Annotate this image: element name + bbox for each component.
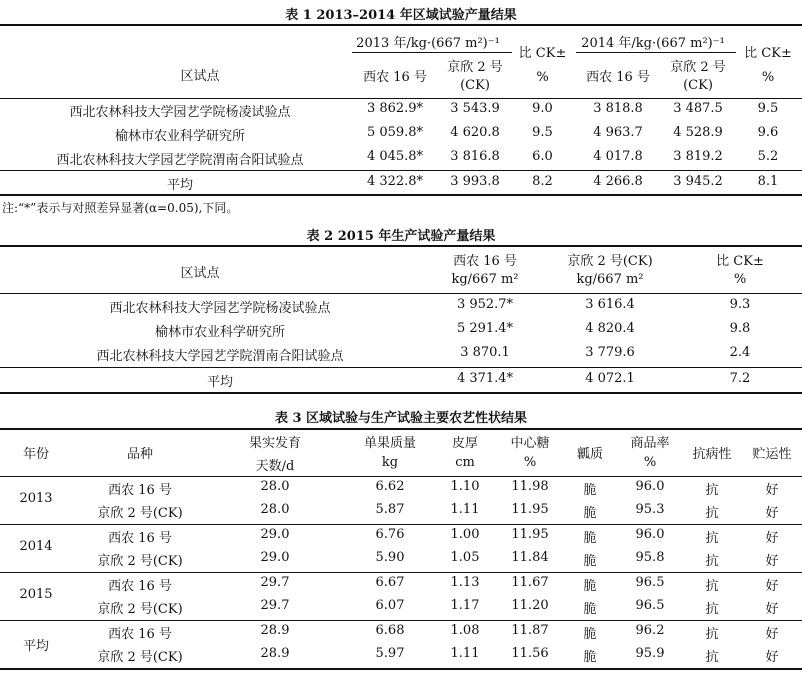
table3-cell: 96.5 <box>635 598 665 613</box>
table2-cell: 5 291.4* <box>456 321 514 336</box>
table3-cell: 11.87 <box>511 623 549 638</box>
table3-cell: 28.9 <box>260 646 290 661</box>
table3-cell: 6.76 <box>375 527 405 542</box>
table3-group-rule <box>0 524 802 525</box>
table1-cell: 4 322.8* <box>366 174 424 189</box>
table3-cell: 1.08 <box>450 623 480 638</box>
table2-h-ratio-unit: % <box>733 272 747 287</box>
table1-cell: 5 059.8* <box>366 125 424 140</box>
table3-h-year: 年份 <box>22 447 49 462</box>
table1-cell: 9.0 <box>532 101 553 116</box>
table3-cell: 抗 <box>705 627 719 642</box>
table2-cell: 2.4 <box>729 345 751 360</box>
table3-cell: 脆 <box>583 531 597 546</box>
table3-cell: 1.13 <box>450 575 480 590</box>
table1-cell: 9.6 <box>757 125 779 140</box>
table3-cell: 抗 <box>705 554 719 569</box>
table3-cell: 脆 <box>583 602 597 617</box>
table3-cell: 脆 <box>583 506 597 521</box>
table3-cell: 5.97 <box>375 646 405 661</box>
table1-group-2013: 2013 年/kg·(667 m²)⁻¹ <box>356 36 500 51</box>
table2-site: 榆林市农业科学研究所 <box>154 325 285 340</box>
table2-cell: 4 072.1 <box>585 371 635 386</box>
table3-cell: 好 <box>765 602 779 617</box>
table3-year: 2015 <box>19 587 53 602</box>
table3-group-rule <box>0 572 802 573</box>
table1-ratio-2013: 比 CK± <box>518 46 567 61</box>
table2-header-rule <box>0 293 802 294</box>
table3-cell: 脆 <box>583 627 597 642</box>
table2-bottom-rule <box>0 392 802 394</box>
table3-h-rind: 皮厚 <box>451 436 478 451</box>
table3-cell: 好 <box>765 506 779 521</box>
table3-h-mass-unit: kg <box>381 455 399 470</box>
table3-cell: 脆 <box>583 554 597 569</box>
table3-h-sugar: 中心糖 <box>510 436 550 451</box>
table3-variety: 京欣 2 号(CK) <box>97 506 183 521</box>
table3-cell: 6.67 <box>375 575 405 590</box>
table2-cell: 9.3 <box>729 297 751 312</box>
table1-cell: 4 528.9 <box>673 125 723 140</box>
table3-cell: 96.2 <box>635 623 665 638</box>
table3-group-rule <box>0 620 802 621</box>
table1-ratio-unit-2013: % <box>536 70 549 85</box>
table2-site: 西北农林科技大学园艺学院渭南合阳试验点 <box>96 349 344 364</box>
table3-cell: 6.68 <box>375 623 405 638</box>
table2-cell: 9.8 <box>729 321 751 336</box>
table3-cell: 抗 <box>705 579 719 594</box>
table1-cell: 3 945.2 <box>673 174 723 189</box>
table2-h-jingxin: 京欣 2 号(CK) <box>567 254 653 269</box>
table3-caption: 表 3 区域试验与生产试验主要农艺性状结果 <box>274 411 528 426</box>
table3-cell: 29.7 <box>260 575 290 590</box>
table3-cell: 29.0 <box>260 527 290 542</box>
table3-cell: 29.7 <box>260 598 290 613</box>
table3-cell: 好 <box>765 627 779 642</box>
table3-cell: 96.0 <box>635 527 665 542</box>
table3-cell: 1.11 <box>450 646 480 661</box>
table3-cell: 11.20 <box>511 598 549 613</box>
table3-h-dev: 果实发育 <box>248 436 301 451</box>
table3-bottom-rule <box>0 668 802 670</box>
table1-cell: 9.5 <box>532 125 553 140</box>
table3-cell: 6.62 <box>375 479 405 494</box>
table2-site-header: 区试点 <box>180 266 220 281</box>
table3-cell: 脆 <box>583 483 597 498</box>
table2-cell: 3 952.7* <box>456 297 514 312</box>
table1-sub-xinong-2013: 西农 16 号 <box>363 70 427 85</box>
table1-group-2013-rule <box>352 52 512 53</box>
table3-cell: 好 <box>765 650 779 665</box>
table3-variety: 西农 16 号 <box>108 483 172 498</box>
table2-cell: 4 820.4 <box>585 321 635 336</box>
table3-cell: 1.00 <box>450 527 480 542</box>
table1-average-rule <box>0 170 802 171</box>
table3-variety: 西农 16 号 <box>108 627 172 642</box>
table3-cell: 11.84 <box>511 550 549 565</box>
table1-cell: 3 543.9 <box>450 101 500 116</box>
table2-cell: 3 616.4 <box>585 297 635 312</box>
table3-cell: 1.11 <box>450 502 480 517</box>
table1-top-rule <box>0 24 802 26</box>
table3-cell: 96.5 <box>635 575 665 590</box>
table3-cell: 11.56 <box>511 646 549 661</box>
table1-ratio-2014: 比 CK± <box>744 46 792 61</box>
table1-site: 西北农林科技大学园艺学院渭南合阳试验点 <box>56 153 304 168</box>
table3-cell: 11.98 <box>511 479 549 494</box>
table3-year: 2014 <box>19 539 53 554</box>
table1-cell: 8.2 <box>532 174 553 189</box>
table3-cell: 95.8 <box>635 550 665 565</box>
table3-cell: 1.10 <box>450 479 480 494</box>
table1-sub-ck-2013: (CK) <box>460 78 490 93</box>
table3-cell: 1.05 <box>450 550 480 565</box>
table3-cell: 11.67 <box>511 575 549 590</box>
table3-cell: 11.95 <box>511 527 549 542</box>
table3-cell: 5.87 <box>375 502 405 517</box>
table2-top-rule <box>0 245 802 247</box>
table3-cell: 抗 <box>705 506 719 521</box>
table1-cell: 3 487.5 <box>673 101 723 116</box>
table2-caption: 表 2 2015 年生产试验产量结果 <box>306 229 496 244</box>
table3-cell: 96.0 <box>635 479 665 494</box>
table3-h-disease: 抗病性 <box>692 447 732 462</box>
table1-cell: 8.1 <box>757 174 779 189</box>
table2-h-ratio: 比 CK± <box>716 254 764 269</box>
table3-cell: 好 <box>765 531 779 546</box>
table3-h-sugar-unit: % <box>523 455 537 470</box>
table1-cell: 4 045.8* <box>366 149 424 164</box>
table3-cell: 抗 <box>705 531 719 546</box>
table3-h-market: 商品率 <box>630 436 670 451</box>
table3-cell: 28.0 <box>260 502 290 517</box>
table3-cell: 脆 <box>583 650 597 665</box>
table1-sub-jingxin-2013: 京欣 2 号 <box>447 60 503 75</box>
table2-cell: 3 870.1 <box>460 345 510 360</box>
table1-cell: 5.2 <box>757 149 779 164</box>
table1-sub-xinong-2014: 西农 16 号 <box>586 70 650 85</box>
table2-site: 西北农林科技大学园艺学院杨凌试验点 <box>109 301 331 316</box>
table1-cell: 3 816.8 <box>450 149 500 164</box>
table2-site: 平均 <box>206 375 233 390</box>
table2-cell: 4 371.4* <box>456 371 514 386</box>
table3-cell: 脆 <box>583 579 597 594</box>
table1-site: 西北农林科技大学园艺学院杨凌试验点 <box>69 105 291 120</box>
table3-cell: 好 <box>765 554 779 569</box>
table3-cell: 5.90 <box>375 550 405 565</box>
table3-h-variety: 品种 <box>126 447 153 462</box>
table3-cell: 1.17 <box>450 598 480 613</box>
table3-cell: 95.3 <box>635 502 665 517</box>
table1-sub-ck-2014: (CK) <box>683 78 713 93</box>
table1-header-rule <box>0 98 802 99</box>
table3-cell: 好 <box>765 483 779 498</box>
table2-cell: 7.2 <box>729 371 751 386</box>
table1-caption: 表 1 2013–2014 年区域试验产量结果 <box>285 8 517 23</box>
table2-h-xinong: 西农 16 号 <box>453 254 517 269</box>
table3-h-mass: 单果质量 <box>363 436 416 451</box>
table1-cell: 6.0 <box>532 149 553 164</box>
table3-variety: 京欣 2 号(CK) <box>97 554 183 569</box>
table3-cell: 95.9 <box>635 646 665 661</box>
table3-h-rind-unit: cm <box>455 455 475 470</box>
table1-site-header: 区试点 <box>180 69 220 84</box>
table3-cell: 6.07 <box>375 598 405 613</box>
table3-variety: 西农 16 号 <box>108 579 172 594</box>
table3-cell: 29.0 <box>260 550 290 565</box>
table1-site: 平均 <box>166 178 193 193</box>
table3-cell: 抗 <box>705 650 719 665</box>
table3-h-market-unit: % <box>643 455 657 470</box>
table1-site: 榆林市农业科学研究所 <box>114 129 245 144</box>
table1-group-2014-rule <box>576 52 736 53</box>
table1-cell: 3 993.8 <box>450 174 500 189</box>
table1-bottom-rule <box>0 194 802 196</box>
table3-cell: 28.0 <box>260 479 290 494</box>
table2-h-jingxin-unit: kg/667 m² <box>576 272 644 287</box>
table3-cell: 好 <box>765 579 779 594</box>
table3-cell: 抗 <box>705 602 719 617</box>
table3-variety: 西农 16 号 <box>108 531 172 546</box>
table3-year: 平均 <box>22 639 49 654</box>
table1-cell: 3 818.8 <box>593 101 643 116</box>
table1-cell: 9.5 <box>757 101 779 116</box>
table1-ratio-unit-2014: % <box>761 70 775 85</box>
table3-variety: 京欣 2 号(CK) <box>97 650 183 665</box>
table3-cell: 抗 <box>705 483 719 498</box>
table3-cell: 11.95 <box>511 502 549 517</box>
table1-cell: 3 862.9* <box>366 101 424 116</box>
table1-cell: 4 963.7 <box>593 125 643 140</box>
table1-note: 注:“*”表示与对照差异显著(α=0.05),下同。 <box>2 201 239 215</box>
table3-year: 2013 <box>19 491 53 506</box>
table1-cell: 4 620.8 <box>450 125 500 140</box>
table1-cell: 3 819.2 <box>673 149 723 164</box>
table1-sub-jingxin-2014: 京欣 2 号 <box>670 60 726 75</box>
table2-h-xinong-unit: kg/667 m² <box>451 272 519 287</box>
table3-top-rule <box>0 428 802 430</box>
table1-group-2014: 2014 年/kg·(667 m²)⁻¹ <box>581 36 725 51</box>
table3-header-rule <box>0 476 802 477</box>
table3-h-flesh: 瓤质 <box>576 447 603 462</box>
table2-cell: 3 779.6 <box>585 345 635 360</box>
table3-variety: 京欣 2 号(CK) <box>97 602 183 617</box>
table3-cell: 28.9 <box>260 623 290 638</box>
table1-cell: 4 017.8 <box>593 149 643 164</box>
table1-cell: 4 266.8 <box>593 174 643 189</box>
table3-h-dev-unit: 天数/d <box>255 459 295 474</box>
table2-average-rule <box>0 367 802 368</box>
table3-h-storage: 贮运性 <box>752 447 792 462</box>
